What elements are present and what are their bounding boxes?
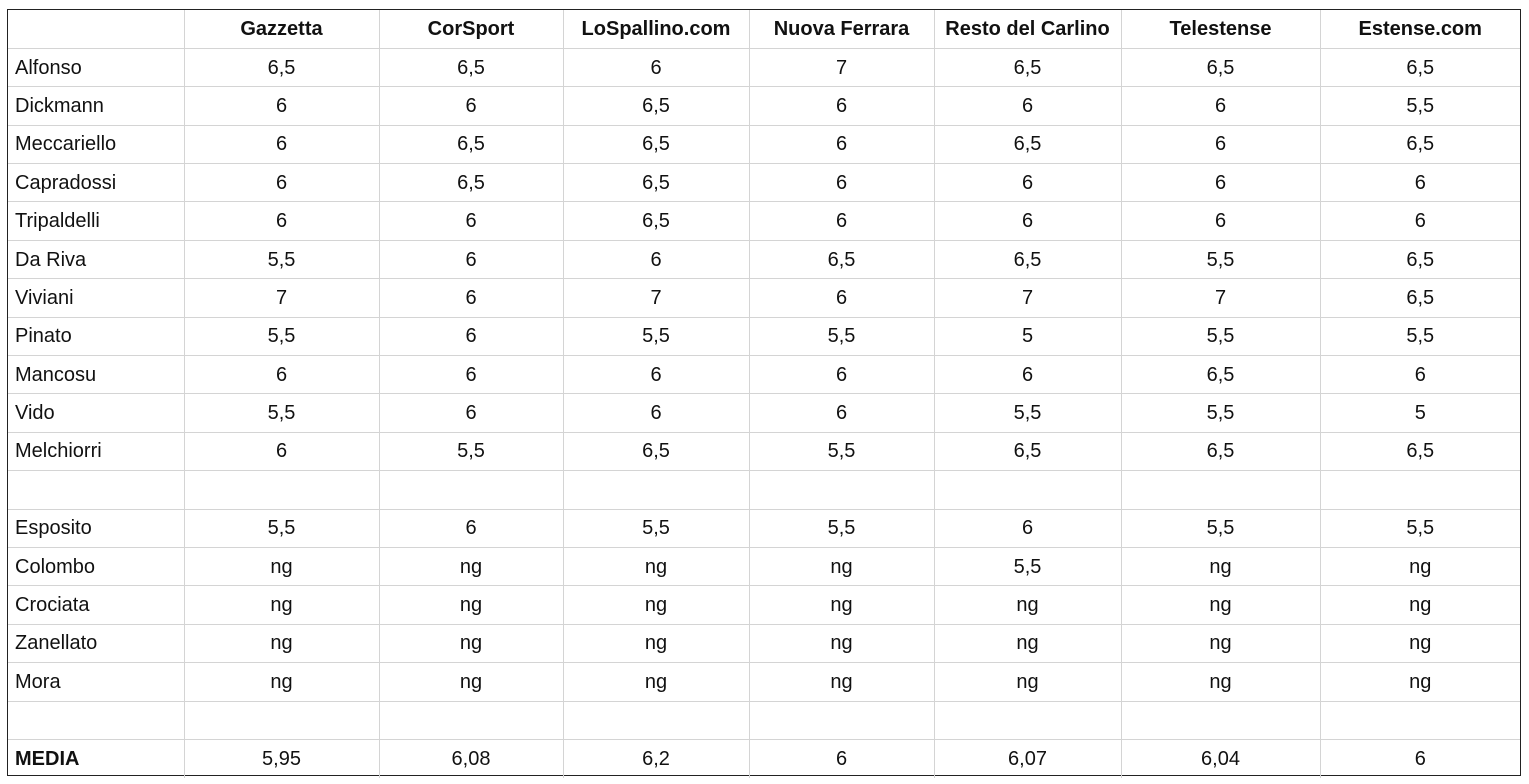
rating-cell[interactable]: ng: [184, 663, 379, 701]
rating-cell[interactable]: ng: [1121, 663, 1320, 701]
rating-cell[interactable]: 7: [1121, 279, 1320, 317]
rating-cell[interactable]: 6: [749, 279, 934, 317]
rating-cell[interactable]: 6: [563, 48, 749, 86]
rating-cell[interactable]: 6,5: [1121, 356, 1320, 394]
player-name-cell[interactable]: Capradossi: [8, 164, 184, 202]
rating-cell[interactable]: 5,5: [934, 547, 1121, 585]
rating-cell[interactable]: 6: [563, 356, 749, 394]
rating-cell[interactable]: 6: [749, 202, 934, 240]
table-row: [8, 356, 1520, 394]
rating-cell[interactable]: 5: [934, 317, 1121, 355]
rating-cell[interactable]: 6,5: [563, 432, 749, 470]
rating-cell[interactable]: 6: [379, 87, 563, 125]
rating-cell[interactable]: 6: [934, 202, 1121, 240]
player-name-cell[interactable]: Viviani: [8, 279, 184, 317]
rating-cell[interactable]: 6: [1121, 87, 1320, 125]
rating-cell[interactable]: 7: [749, 48, 934, 86]
table-body: [8, 10, 1520, 778]
rating-cell[interactable]: 6,5: [934, 240, 1121, 278]
rating-cell[interactable]: ng: [749, 586, 934, 624]
rating-cell[interactable]: ng: [563, 624, 749, 662]
rating-cell[interactable]: 7: [563, 279, 749, 317]
rating-cell[interactable]: 6,5: [1320, 432, 1520, 470]
rating-cell[interactable]: [379, 471, 563, 509]
rating-cell[interactable]: 5,5: [563, 317, 749, 355]
rating-cell[interactable]: 6,5: [563, 87, 749, 125]
rating-cell[interactable]: ng: [1121, 547, 1320, 585]
rating-cell[interactable]: 5,5: [1121, 317, 1320, 355]
rating-cell[interactable]: 6: [184, 356, 379, 394]
rating-cell[interactable]: 5,5: [1320, 509, 1520, 547]
rating-cell[interactable]: [1121, 471, 1320, 509]
average-cell[interactable]: 6: [749, 739, 934, 777]
rating-cell[interactable]: ng: [184, 547, 379, 585]
rating-cell[interactable]: ng: [184, 624, 379, 662]
average-cell[interactable]: 5,95: [184, 739, 379, 777]
table-row: [8, 586, 1520, 624]
table-row: [8, 87, 1520, 125]
column-header[interactable]: Estense.com: [1320, 10, 1520, 48]
rating-cell[interactable]: 6: [934, 164, 1121, 202]
rating-cell[interactable]: 5,5: [184, 394, 379, 432]
rating-cell[interactable]: [1320, 701, 1520, 739]
rating-cell[interactable]: 5,5: [563, 509, 749, 547]
rating-cell[interactable]: 6: [379, 509, 563, 547]
rating-cell[interactable]: ng: [1121, 586, 1320, 624]
rating-cell[interactable]: ng: [379, 663, 563, 701]
rating-cell[interactable]: 6,5: [1320, 48, 1520, 86]
rating-cell[interactable]: 6,5: [563, 164, 749, 202]
table-row: [8, 48, 1520, 86]
rating-cell[interactable]: 6: [184, 202, 379, 240]
player-name-cell[interactable]: Esposito: [8, 509, 184, 547]
column-header[interactable]: Resto del Carlino: [934, 10, 1121, 48]
rating-cell[interactable]: ng: [563, 586, 749, 624]
player-name-cell[interactable]: Zanellato: [8, 624, 184, 662]
rating-cell[interactable]: 5,5: [749, 432, 934, 470]
rating-cell[interactable]: [749, 471, 934, 509]
rating-cell[interactable]: 6: [749, 87, 934, 125]
table-row: [8, 164, 1520, 202]
rating-cell[interactable]: 5,5: [749, 509, 934, 547]
average-row: [8, 739, 1520, 777]
rating-cell[interactable]: 5,5: [1320, 87, 1520, 125]
rating-cell[interactable]: 6: [184, 164, 379, 202]
rating-cell[interactable]: 5: [1320, 394, 1520, 432]
rating-cell[interactable]: ng: [379, 586, 563, 624]
player-name-cell[interactable]: Colombo: [8, 547, 184, 585]
rating-cell[interactable]: ng: [749, 624, 934, 662]
rating-cell[interactable]: 5,5: [184, 240, 379, 278]
rating-cell[interactable]: 6,5: [934, 125, 1121, 163]
rating-cell[interactable]: 6: [379, 202, 563, 240]
rating-cell[interactable]: 6: [934, 509, 1121, 547]
rating-cell[interactable]: 6: [379, 317, 563, 355]
rating-cell[interactable]: 5,5: [934, 394, 1121, 432]
player-name-cell[interactable]: Mancosu: [8, 356, 184, 394]
blank-row: [8, 701, 1520, 739]
rating-cell[interactable]: 6: [1320, 164, 1520, 202]
player-name-cell[interactable]: Crociata: [8, 586, 184, 624]
rating-cell[interactable]: ng: [563, 663, 749, 701]
player-name-cell[interactable]: Vido: [8, 394, 184, 432]
rating-cell[interactable]: 5,5: [184, 509, 379, 547]
rating-cell[interactable]: 6,5: [1320, 240, 1520, 278]
rating-cell[interactable]: [1320, 471, 1520, 509]
rating-cell[interactable]: 5,5: [1121, 240, 1320, 278]
rating-cell[interactable]: 6,5: [1121, 432, 1320, 470]
rating-cell[interactable]: 6,5: [379, 125, 563, 163]
rating-cell[interactable]: 6: [934, 356, 1121, 394]
rating-cell[interactable]: 5,5: [379, 432, 563, 470]
rating-cell[interactable]: ng: [749, 663, 934, 701]
player-name-cell[interactable]: [8, 701, 184, 739]
average-cell[interactable]: 6: [1320, 739, 1520, 777]
table-row: [8, 624, 1520, 662]
player-name-cell[interactable]: Alfonso: [8, 48, 184, 86]
rating-cell[interactable]: 6: [1121, 125, 1320, 163]
rating-cell[interactable]: 6: [184, 125, 379, 163]
rating-cell[interactable]: 6: [934, 87, 1121, 125]
player-name-cell[interactable]: Da Riva: [8, 240, 184, 278]
rating-cell[interactable]: ng: [1121, 624, 1320, 662]
corner-cell[interactable]: [8, 10, 184, 48]
column-header[interactable]: Nuova Ferrara: [749, 10, 934, 48]
column-header[interactable]: Gazzetta: [184, 10, 379, 48]
header-row: [8, 10, 1520, 48]
rating-cell[interactable]: ng: [563, 547, 749, 585]
rating-cell[interactable]: [934, 471, 1121, 509]
column-header[interactable]: LoSpallino.com: [563, 10, 749, 48]
table-row: [8, 547, 1520, 585]
rating-cell[interactable]: ng: [379, 547, 563, 585]
rating-cell[interactable]: 5,5: [1121, 394, 1320, 432]
rating-cell[interactable]: 6: [379, 240, 563, 278]
rating-cell[interactable]: 6,5: [934, 48, 1121, 86]
rating-cell[interactable]: 6: [563, 240, 749, 278]
rating-cell[interactable]: 6: [749, 394, 934, 432]
rating-cell[interactable]: 5,5: [749, 317, 934, 355]
rating-cell[interactable]: 6: [563, 394, 749, 432]
rating-cell[interactable]: [563, 471, 749, 509]
column-header[interactable]: Telestense: [1121, 10, 1320, 48]
rating-cell[interactable]: 7: [184, 279, 379, 317]
rating-cell[interactable]: ng: [1320, 586, 1520, 624]
rating-cell[interactable]: ng: [1320, 547, 1520, 585]
table-row: [8, 317, 1520, 355]
rating-cell[interactable]: 6: [1121, 164, 1320, 202]
rating-cell[interactable]: 5,5: [1320, 317, 1520, 355]
average-cell[interactable]: 6,08: [379, 739, 563, 777]
rating-cell[interactable]: 6,5: [379, 48, 563, 86]
rating-cell[interactable]: ng: [934, 624, 1121, 662]
rating-cell[interactable]: 6: [379, 394, 563, 432]
column-header[interactable]: CorSport: [379, 10, 563, 48]
average-label[interactable]: MEDIA: [8, 739, 184, 777]
rating-cell[interactable]: 6: [184, 87, 379, 125]
rating-cell[interactable]: [184, 701, 379, 739]
rating-cell[interactable]: ng: [379, 624, 563, 662]
player-name-cell[interactable]: Mora: [8, 663, 184, 701]
rating-cell[interactable]: [379, 701, 563, 739]
ratings-spreadsheet: [7, 9, 1521, 776]
table-row: [8, 125, 1520, 163]
rating-cell[interactable]: [1121, 701, 1320, 739]
rating-cell[interactable]: ng: [184, 586, 379, 624]
rating-cell[interactable]: 6,5: [749, 240, 934, 278]
average-cell[interactable]: 6,2: [563, 739, 749, 777]
average-cell[interactable]: 6,04: [1121, 739, 1320, 777]
rating-cell[interactable]: 7: [934, 279, 1121, 317]
rating-cell[interactable]: 6: [1320, 202, 1520, 240]
rating-cell[interactable]: 6: [1320, 356, 1520, 394]
player-name-cell[interactable]: Melchiorri: [8, 432, 184, 470]
rating-cell[interactable]: 5,5: [1121, 509, 1320, 547]
rating-cell[interactable]: [184, 471, 379, 509]
rating-cell[interactable]: ng: [1320, 624, 1520, 662]
rating-cell[interactable]: 6,5: [184, 48, 379, 86]
player-name-cell[interactable]: Pinato: [8, 317, 184, 355]
rating-cell[interactable]: 6: [1121, 202, 1320, 240]
table-row: [8, 240, 1520, 278]
rating-cell[interactable]: 6,5: [1320, 279, 1520, 317]
table-row: [8, 279, 1520, 317]
rating-cell[interactable]: 5,5: [184, 317, 379, 355]
table-row: [8, 202, 1520, 240]
rating-cell[interactable]: 6,5: [563, 202, 749, 240]
rating-cell[interactable]: 6,5: [379, 164, 563, 202]
rating-cell[interactable]: 6,5: [1121, 48, 1320, 86]
rating-cell[interactable]: 6: [379, 356, 563, 394]
table-row: [8, 509, 1520, 547]
table-row: [8, 394, 1520, 432]
player-name-cell[interactable]: Dickmann: [8, 87, 184, 125]
average-cell[interactable]: 6,07: [934, 739, 1121, 777]
player-name-cell[interactable]: Meccariello: [8, 125, 184, 163]
rating-cell[interactable]: 6,5: [934, 432, 1121, 470]
rating-cell[interactable]: 6,5: [563, 125, 749, 163]
rating-cell[interactable]: ng: [934, 663, 1121, 701]
rating-cell[interactable]: 6: [379, 279, 563, 317]
rating-cell[interactable]: ng: [749, 547, 934, 585]
rating-cell[interactable]: 6: [184, 432, 379, 470]
rating-cell[interactable]: [934, 701, 1121, 739]
ratings-table: [8, 10, 1520, 778]
rating-cell[interactable]: [749, 701, 934, 739]
table-row: [8, 663, 1520, 701]
table-row: [8, 432, 1520, 470]
player-name-cell[interactable]: Tripaldelli: [8, 202, 184, 240]
rating-cell[interactable]: ng: [934, 586, 1121, 624]
rating-cell[interactable]: 6: [749, 125, 934, 163]
blank-row: [8, 471, 1520, 509]
rating-cell[interactable]: 6: [749, 164, 934, 202]
player-name-cell[interactable]: [8, 471, 184, 509]
rating-cell[interactable]: ng: [1320, 663, 1520, 701]
rating-cell[interactable]: 6: [749, 356, 934, 394]
rating-cell[interactable]: 6,5: [1320, 125, 1520, 163]
rating-cell[interactable]: [563, 701, 749, 739]
